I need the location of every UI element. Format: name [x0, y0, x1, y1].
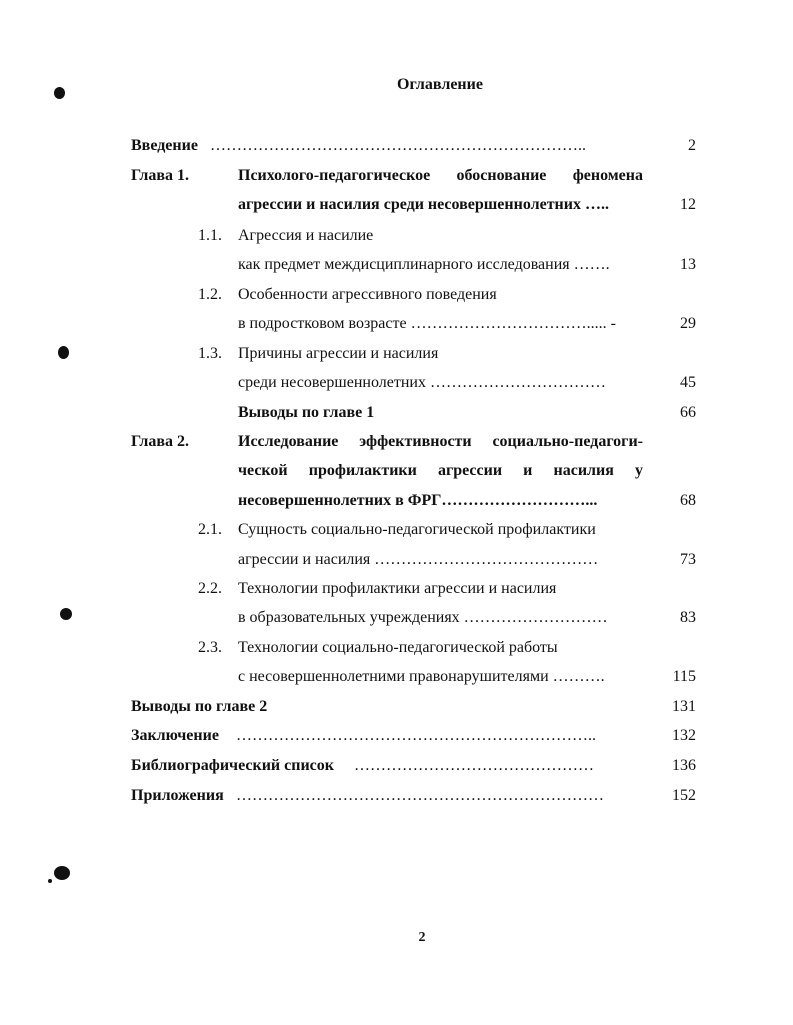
toc-chapter-title: несовершеннолетних в ФРГ………………………... — [238, 492, 598, 509]
toc-page: 83 — [680, 609, 696, 626]
toc-label: Выводы по главе 2 — [131, 698, 268, 715]
toc-chapter-title: агрессии и насилия среди несовершеннолетних ….. — [238, 196, 609, 213]
toc-chapter-title: ческой профилактики агрессии и насилия у — [238, 462, 643, 479]
toc-leader: ………………………………………………………….. — [236, 727, 596, 744]
toc-section-title: в образовательных учреждениях ……………………… — [238, 609, 608, 626]
toc-page: 12 — [680, 196, 696, 213]
toc-label: Выводы по главе 1 — [238, 404, 375, 421]
toc-chapter-title: Психолого-педагогическое обоснование феномена — [238, 167, 643, 184]
toc-page: 131 — [672, 698, 696, 715]
toc-section-number: 1.1. — [198, 227, 222, 244]
toc-section-title: Технологии социально-педагогической работы — [238, 639, 558, 656]
toc-page: 45 — [680, 374, 696, 391]
toc-section-title: с несовершеннолетними правонарушителями ………. — [238, 668, 605, 685]
toc-label: Приложения — [131, 787, 224, 804]
toc-page: 29 — [680, 315, 696, 332]
toc-label: Библиографический список — [131, 757, 334, 774]
toc-chapter-title: Исследование эффективности социально-педагоги- — [238, 433, 643, 450]
toc-label: Заключение — [131, 727, 219, 744]
toc-section-number: 1.2. — [198, 286, 222, 303]
toc-section-number: 2.1. — [198, 521, 222, 538]
toc-label: Введение — [131, 137, 198, 154]
page-number: 2 — [418, 930, 426, 945]
toc-section-title: Сущность социально-педагогической профилактики — [238, 521, 596, 538]
toc-page: 132 — [672, 727, 696, 744]
toc-section-number: 2.2. — [198, 580, 222, 597]
toc-section-title: в подростковом возрасте ……………………………..... - — [238, 315, 616, 332]
toc-page: 66 — [680, 404, 696, 421]
toc-page: 73 — [680, 551, 696, 568]
toc-section-title: Особенности агрессивного поведения — [238, 286, 497, 303]
toc-section-title: как предмет междисциплинарного исследования ……. — [238, 256, 610, 273]
scan-blot — [48, 879, 52, 883]
toc-section-number: 2.3. — [198, 639, 222, 656]
toc-section-title: Агрессия и насилие — [238, 227, 374, 244]
toc-section-number: 1.3. — [198, 345, 222, 362]
toc-leader: …………………………………………………………….. — [210, 137, 586, 154]
toc-page: 13 — [680, 256, 696, 273]
toc-label: Глава 2. — [131, 433, 189, 450]
toc-label: Глава 1. — [131, 167, 189, 184]
scan-blot — [60, 608, 72, 620]
toc-section-title: Причины агрессии и насилия — [238, 345, 439, 362]
toc-page: 136 — [672, 757, 696, 774]
toc-section-title: агрессии и насилия …………………………………… — [238, 551, 599, 568]
toc-section-title: среди несовершеннолетних …………………………… — [238, 374, 606, 391]
toc-page: 115 — [672, 668, 696, 685]
toc-page: 68 — [680, 492, 696, 509]
scan-blot — [58, 346, 69, 359]
toc-page: 152 — [672, 787, 696, 804]
page-title: Оглавление — [397, 76, 483, 93]
toc-leader: …………………………………………………………… — [236, 787, 604, 804]
toc-leader: ……………………………………… — [354, 757, 594, 774]
scan-blot — [54, 866, 70, 880]
toc-section-title: Технологии профилактики агрессии и насилия — [238, 580, 557, 597]
toc-page: 2 — [688, 137, 696, 154]
